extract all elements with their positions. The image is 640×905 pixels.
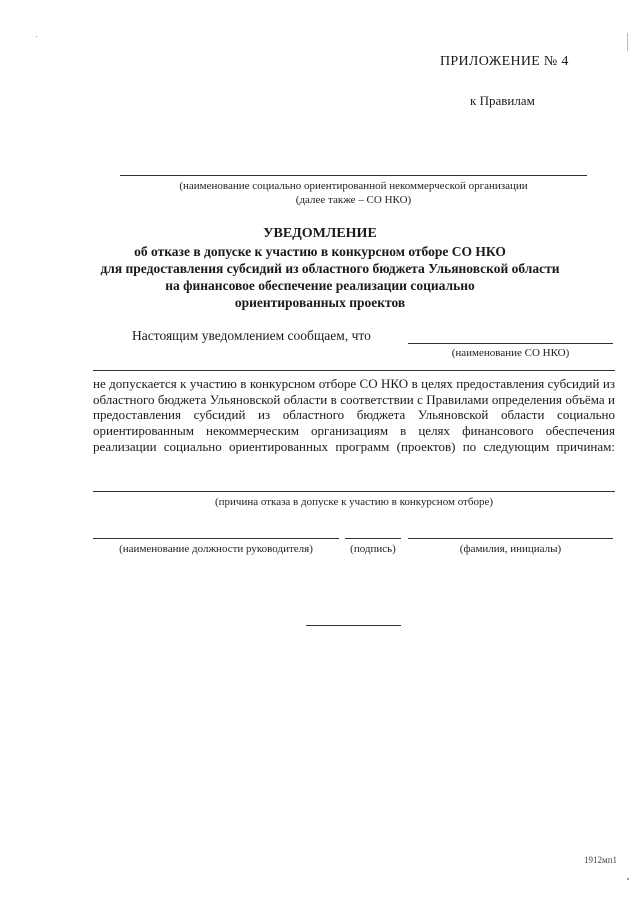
document-title: УВЕДОМЛЕНИЕ <box>263 226 377 241</box>
document-code: 1912мп1 <box>584 855 618 865</box>
intro-text: Настоящим уведомлением сообщаем, что <box>132 328 371 343</box>
position-caption: (наименование должности руководителя) <box>119 543 313 555</box>
nko-name-caption: (наименование СО НКО) <box>451 347 570 359</box>
nko-name-line <box>408 343 613 344</box>
reason-caption: (причина отказа в допуске к участию в конкурсном отборе) <box>214 496 494 508</box>
org-name-line <box>120 175 587 176</box>
scan-speck <box>627 33 628 51</box>
nko-name-continuation-line <box>93 370 615 371</box>
footnote-separator <box>306 625 401 626</box>
appendix-label: ПРИЛОЖЕНИЕ № 4 <box>440 54 569 69</box>
document-subtitle-line-4: ориентированных проектов <box>234 295 406 310</box>
reason-line <box>93 491 615 492</box>
name-line <box>408 538 613 539</box>
body-paragraph: не допускается к участию в конкурсном отборе СО НКО в целях предоставления субсидий из областного бюджета Ульяновской области в соответствии с Правилами определения объёма и предоставления субсидий из областного бюджета Ульяновской области социально ориентированным некоммерческим организациям в целях финансового обеспечения реализации социально ориентированных программ (проектов) по следующим причинам: <box>93 376 615 454</box>
document-subtitle-line-3: на финансовое обеспечение реализации социально <box>165 278 475 293</box>
org-name-caption: (наименование социально ориентированной некоммерческой организации <box>179 180 528 192</box>
document-subtitle-line-2: для предоставления субсидий из областного бюджета Ульяновской области <box>100 261 560 276</box>
rules-reference: к Правилам <box>470 93 535 108</box>
signature-line <box>345 538 401 539</box>
org-name-caption-2: (далее также – СО НКО) <box>295 194 412 206</box>
scan-speck <box>627 878 629 880</box>
document-subtitle-line-1: об отказе в допуске к участию в конкурсном отборе СО НКО <box>134 244 506 259</box>
signature-caption: (подпись) <box>350 543 396 555</box>
scan-speck <box>36 36 37 37</box>
name-caption: (фамилия, инициалы) <box>459 543 562 555</box>
position-line <box>93 538 339 539</box>
